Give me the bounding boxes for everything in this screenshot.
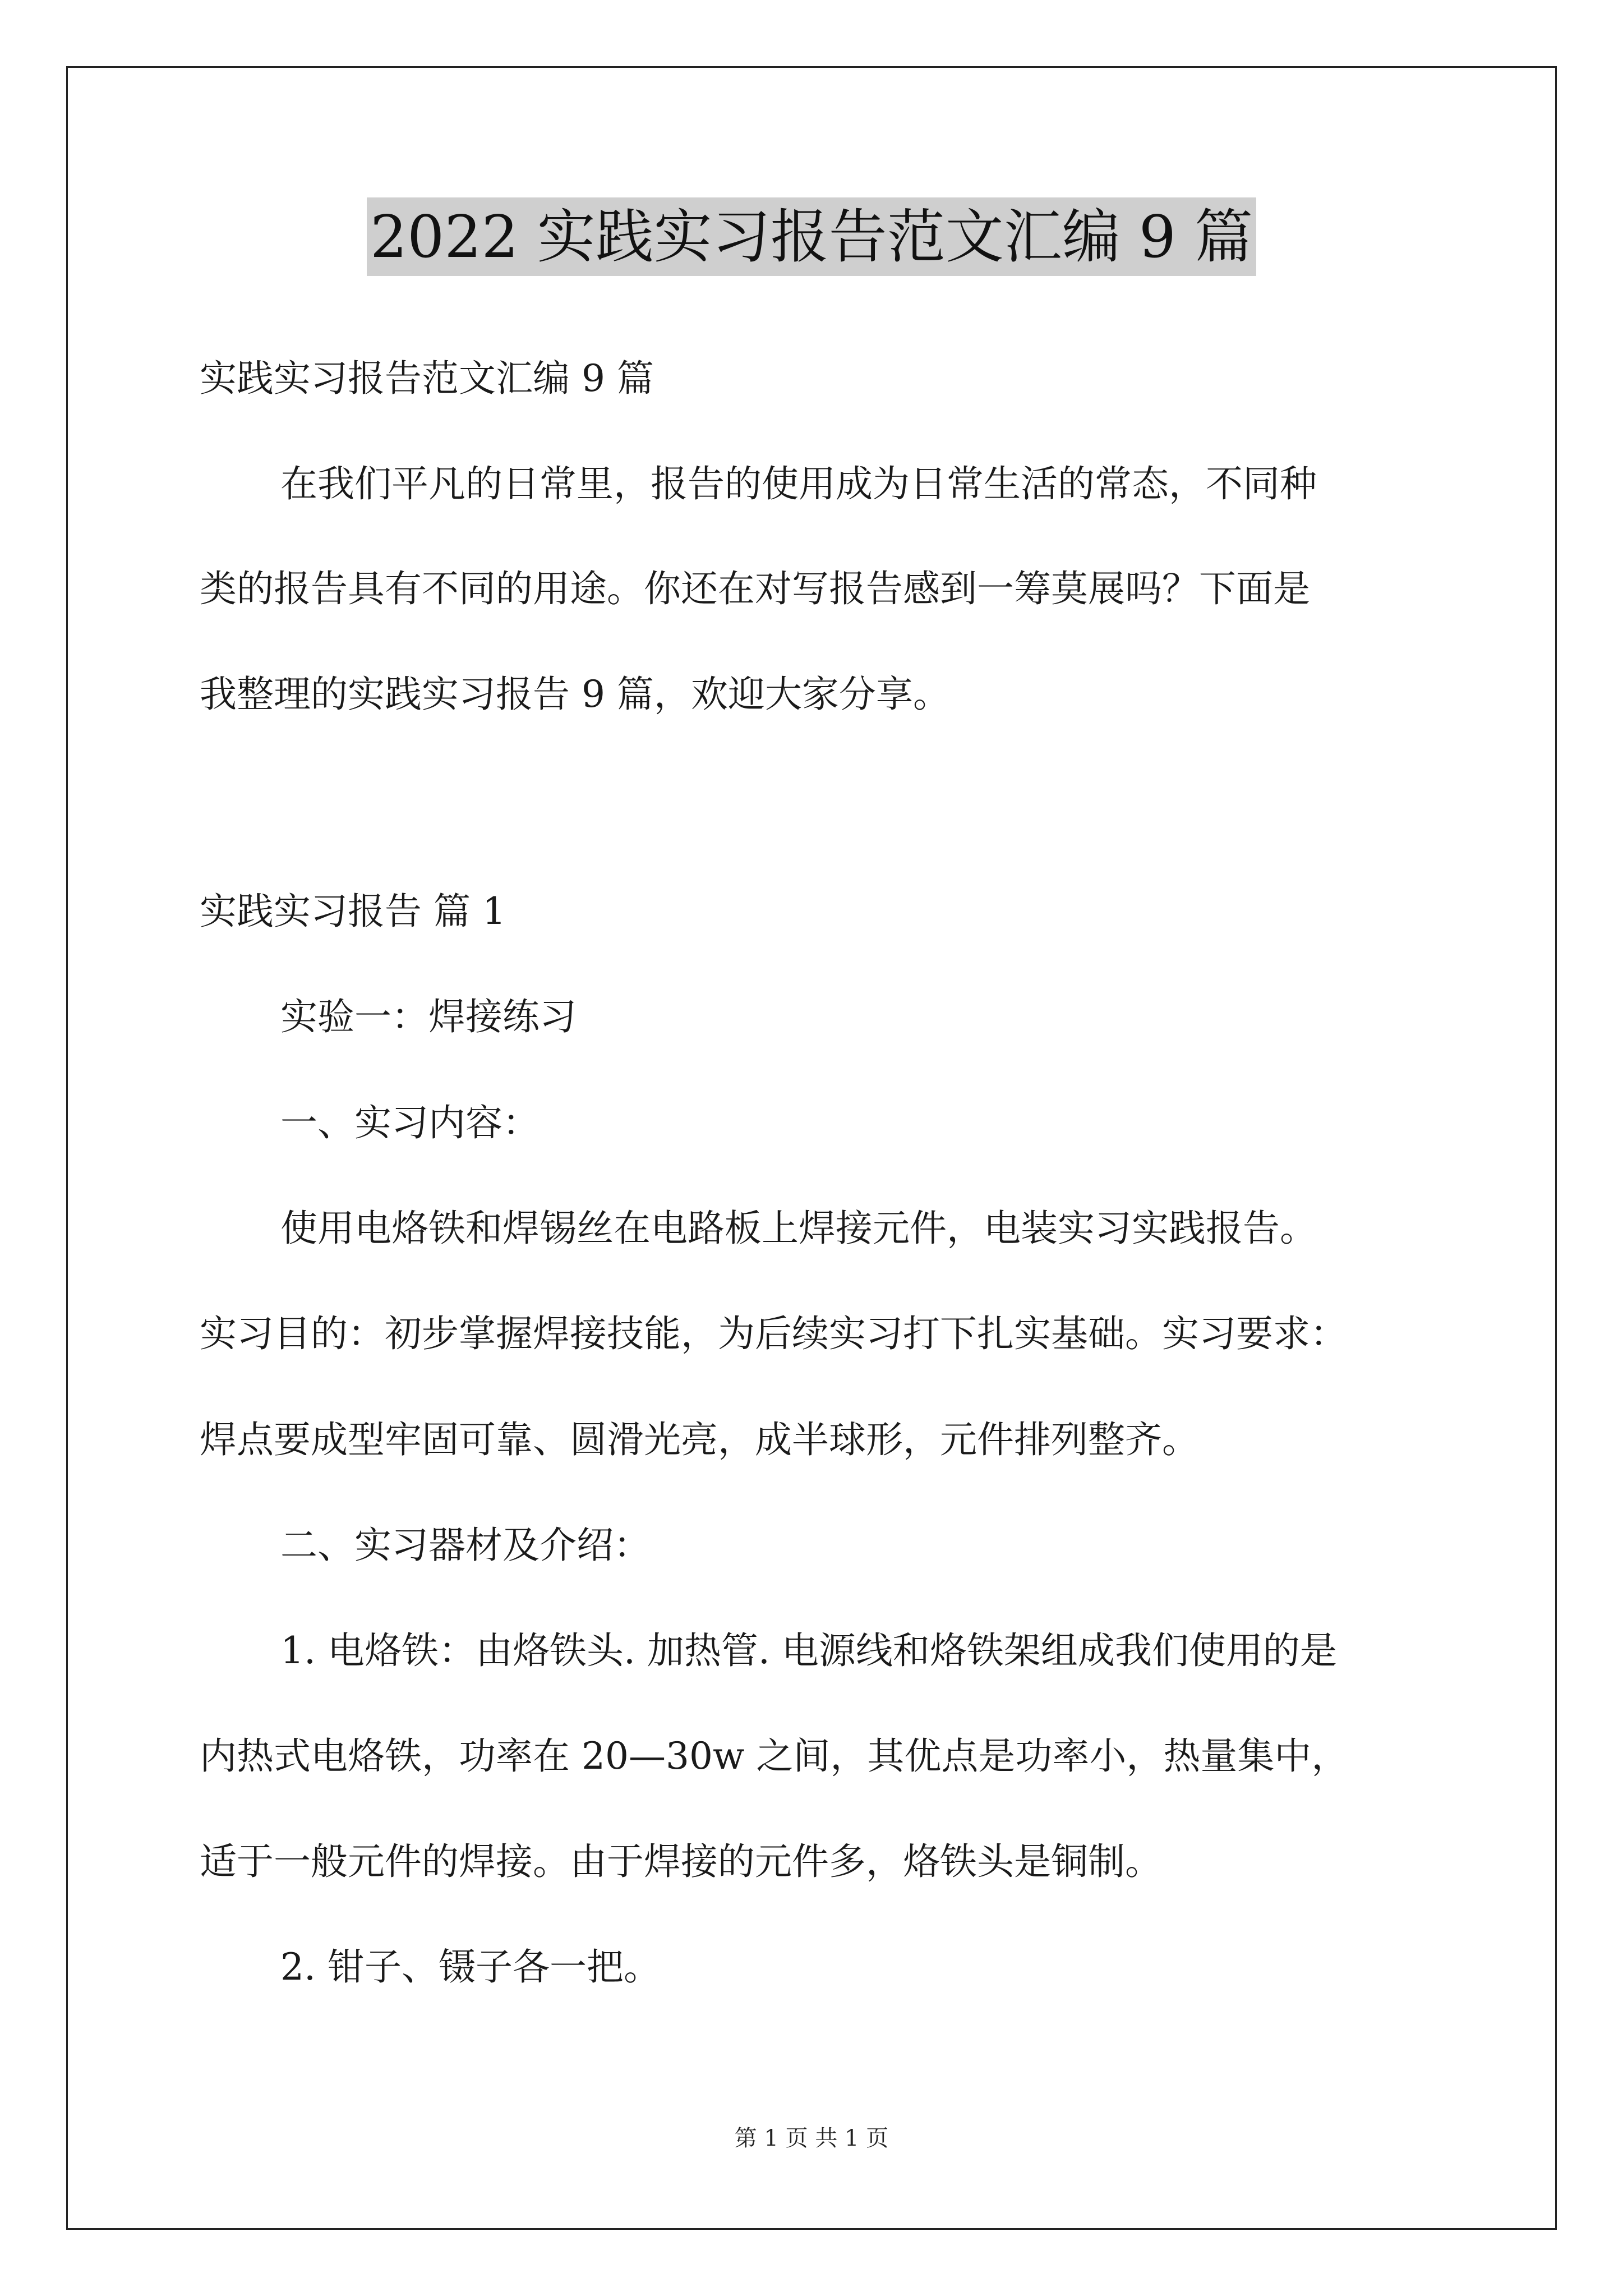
equipment-item1-line-3: 适于一般元件的焊接。由于焊接的元件多，烙铁头是铜制。 — [200, 1840, 1162, 1883]
intro-line-3: 我整理的实践实习报告 9 篇，欢迎大家分享。 — [200, 673, 950, 716]
section-heading: 实践实习报告 篇 1 — [200, 890, 506, 933]
title-block — [0, 197, 1623, 276]
document-title: 2022 实践实习报告范文汇编 9 篇 — [367, 197, 1256, 276]
equipment-item1-line-1: 1. 电烙铁：由烙铁头. 加热管. 电源线和烙铁架组成我们使用的是 — [280, 1629, 1337, 1672]
intro-line-2: 类的报告具有不同的用途。你还在对写报告感到一筹莫展吗？下面是 — [200, 567, 1310, 610]
content-heading: 一、实习内容： — [280, 1101, 540, 1144]
equipment-item1-line-2: 内热式电烙铁，功率在 20—30w 之间，其优点是功率小，热量集中， — [200, 1734, 1349, 1778]
content-line-1: 使用电烙铁和焊锡丝在电路板上焊接元件，电装实习实践报告。 — [280, 1207, 1317, 1250]
intro-line-1: 在我们平凡的日常里，报告的使用成为日常生活的常态，不同种 — [280, 462, 1317, 505]
content-line-3: 焊点要成型牢固可靠、圆滑光亮，成半球形，元件排列整齐。 — [200, 1418, 1199, 1461]
equipment-item2: 2. 钳子、镊子各一把。 — [280, 1945, 661, 1989]
page-footer: 第 1 页 共 1 页 — [734, 2125, 889, 2151]
equipment-heading: 二、实习器材及介绍： — [280, 1524, 651, 1567]
experiment-title: 实验一：焊接练习 — [280, 995, 577, 1038]
content-line-2: 实习目的：初步掌握焊接技能，为后续实习打下扎实基础。实习要求： — [200, 1312, 1347, 1355]
subtitle: 实践实习报告范文汇编 9 篇 — [200, 357, 654, 400]
